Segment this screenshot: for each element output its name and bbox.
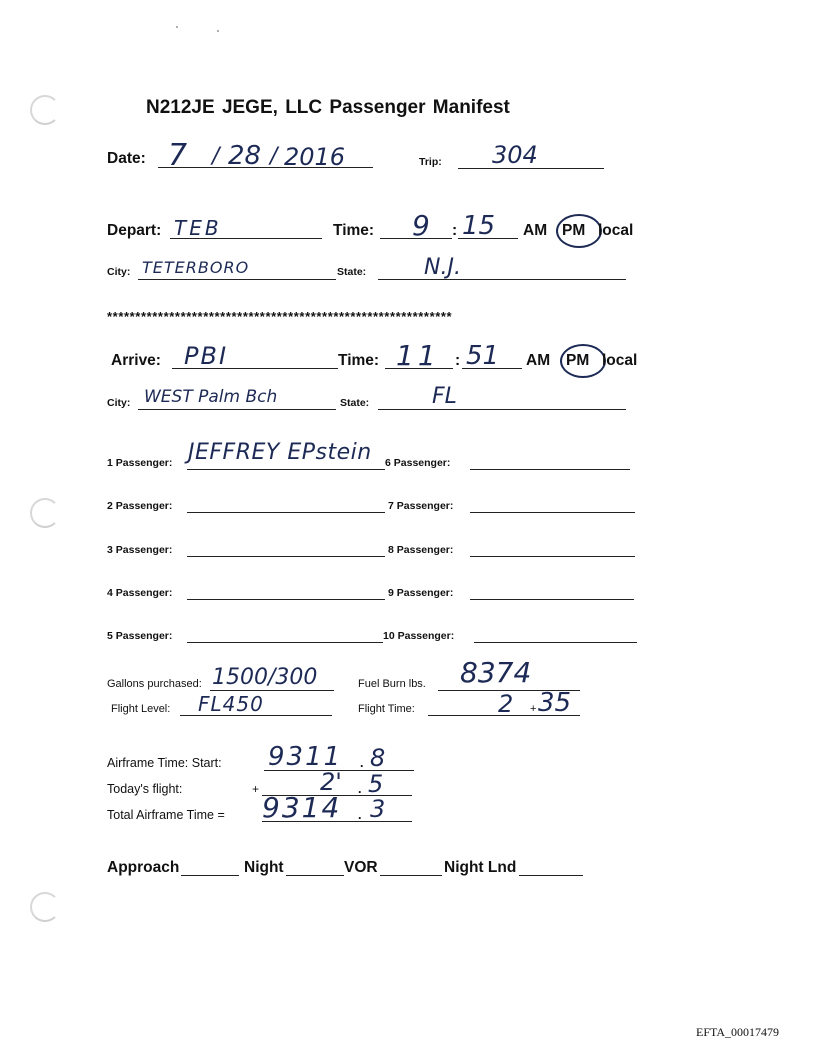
arrive-local-label: local <box>602 352 638 369</box>
night-lnd-line <box>519 875 583 876</box>
binder-hole-top <box>30 95 60 125</box>
depart-time-label: Time: <box>333 222 375 239</box>
passenger-10-label: 10 Passenger: <box>383 630 455 642</box>
gallons-purchased-label: Gallons purchased: <box>107 678 202 690</box>
airframe-start-dot: . <box>360 756 364 770</box>
depart-pm-label: PM <box>562 222 586 239</box>
section-divider: ************************************************************* <box>107 309 453 324</box>
approach-label: Approach <box>107 859 180 876</box>
arrive-time-label: Time: <box>338 352 380 369</box>
todays-flight-plus: + <box>252 782 260 796</box>
depart-city-value: TETERBORO <box>142 258 250 277</box>
airframe-start-whole: 9311 <box>268 742 343 772</box>
todays-flight-whole: 2' <box>320 768 342 796</box>
scan-speck <box>217 30 219 32</box>
arrive-label: Arrive: <box>111 352 161 369</box>
document-reference: EFTA_00017479 <box>696 1025 780 1039</box>
passenger-2-line <box>187 512 385 513</box>
todays-flight-label: Today's flight: <box>107 782 183 796</box>
arrive-minute: 51 <box>466 341 500 371</box>
depart-label: Depart: <box>107 222 162 239</box>
passenger-3-line <box>187 556 385 557</box>
date-day: 28 <box>228 141 262 171</box>
approach-line <box>181 875 239 876</box>
night-line <box>286 875 344 876</box>
date-label: Date: <box>107 150 146 167</box>
passenger-4-label: 4 Passenger: <box>107 587 173 599</box>
passenger-4-line <box>187 599 385 600</box>
arrive-city-line <box>138 409 336 410</box>
passenger-3-label: 3 Passenger: <box>107 544 173 556</box>
date-sep-2: / <box>270 144 278 169</box>
total-airframe-label: Total Airframe Time = <box>107 808 225 822</box>
passenger-10-line <box>474 642 637 643</box>
total-airframe-whole: 9314 <box>262 791 342 824</box>
arrive-state-value: FL <box>432 384 457 409</box>
flight-time-label: Flight Time: <box>358 703 415 715</box>
depart-local-label: local <box>598 222 634 239</box>
trip-label: Trip: <box>419 156 442 168</box>
todays-flight-tenth: 5 <box>368 770 384 798</box>
todays-flight-dot: . <box>358 782 362 796</box>
date-sep-1: / <box>212 144 220 169</box>
vor-line <box>380 875 442 876</box>
arrive-colon: : <box>455 352 461 369</box>
depart-hour: 9 <box>412 209 430 242</box>
flight-level-label: Flight Level: <box>111 703 171 715</box>
vor-label: VOR <box>344 859 378 876</box>
binder-hole-bottom <box>30 892 60 922</box>
arrive-city-value: WEST Palm Bch <box>144 387 278 407</box>
depart-city-label: City: <box>107 266 131 278</box>
date-month: 7 <box>168 138 188 173</box>
passenger-6-line <box>470 469 630 470</box>
page-title: N212JE JEGE, LLC Passenger Manifest <box>146 97 510 118</box>
date-year: 2016 <box>284 143 346 171</box>
depart-airport: TEB <box>174 216 222 240</box>
arrive-airport: PBI <box>184 342 229 370</box>
total-airframe-tenth: 3 <box>370 795 386 823</box>
passenger-1-label: 1 Passenger: <box>107 457 173 469</box>
total-airframe-dot: . <box>358 808 362 822</box>
fuel-burn-value: 8374 <box>460 656 532 689</box>
passenger-7-line <box>470 512 635 513</box>
arrive-hour: 11 <box>396 339 440 372</box>
gallons-line <box>210 690 334 691</box>
arrive-state-label: State: <box>340 397 370 409</box>
depart-am-label: AM <box>523 222 548 239</box>
gallons-value: 1500/300 <box>212 665 318 690</box>
depart-city-line <box>138 279 336 280</box>
scan-speck <box>176 26 178 28</box>
binder-hole-middle <box>30 498 60 528</box>
passenger-1-line <box>187 469 385 470</box>
arrive-pm-label: PM <box>566 352 590 369</box>
depart-colon: : <box>452 222 458 239</box>
fuel-burn-label: Fuel Burn lbs. <box>358 678 426 690</box>
arrive-am-label: AM <box>526 352 551 369</box>
passenger-6-label: 6 Passenger: <box>385 457 451 469</box>
passenger-1-name: JEFFREY EPstein <box>188 440 372 465</box>
passenger-9-line <box>470 599 634 600</box>
arrive-state-line <box>378 409 626 410</box>
passenger-7-label: 7 Passenger: <box>388 500 454 512</box>
passenger-8-label: 8 Passenger: <box>388 544 454 556</box>
passenger-8-line <box>470 556 635 557</box>
passenger-5-line <box>187 642 383 643</box>
passenger-9-label: 9 Passenger: <box>388 587 454 599</box>
flight-time-plus: + <box>530 703 537 715</box>
depart-state-line <box>378 279 626 280</box>
depart-state-value: N.J. <box>424 255 461 280</box>
arrive-city-label: City: <box>107 397 131 409</box>
night-lnd-label: Night Lnd <box>444 859 517 876</box>
flight-time-minutes: 35 <box>538 688 572 718</box>
flight-level-value: FL450 <box>198 692 264 716</box>
airframe-start-label: Airframe Time: Start: <box>107 756 222 770</box>
passenger-2-label: 2 Passenger: <box>107 500 173 512</box>
passenger-5-label: 5 Passenger: <box>107 630 173 642</box>
night-label: Night <box>244 859 284 876</box>
depart-state-label: State: <box>337 266 367 278</box>
flight-time-hours: 2 <box>498 690 514 718</box>
depart-minute: 15 <box>462 211 496 241</box>
trip-value: 304 <box>492 141 538 169</box>
airframe-start-tenth: 8 <box>370 744 386 772</box>
